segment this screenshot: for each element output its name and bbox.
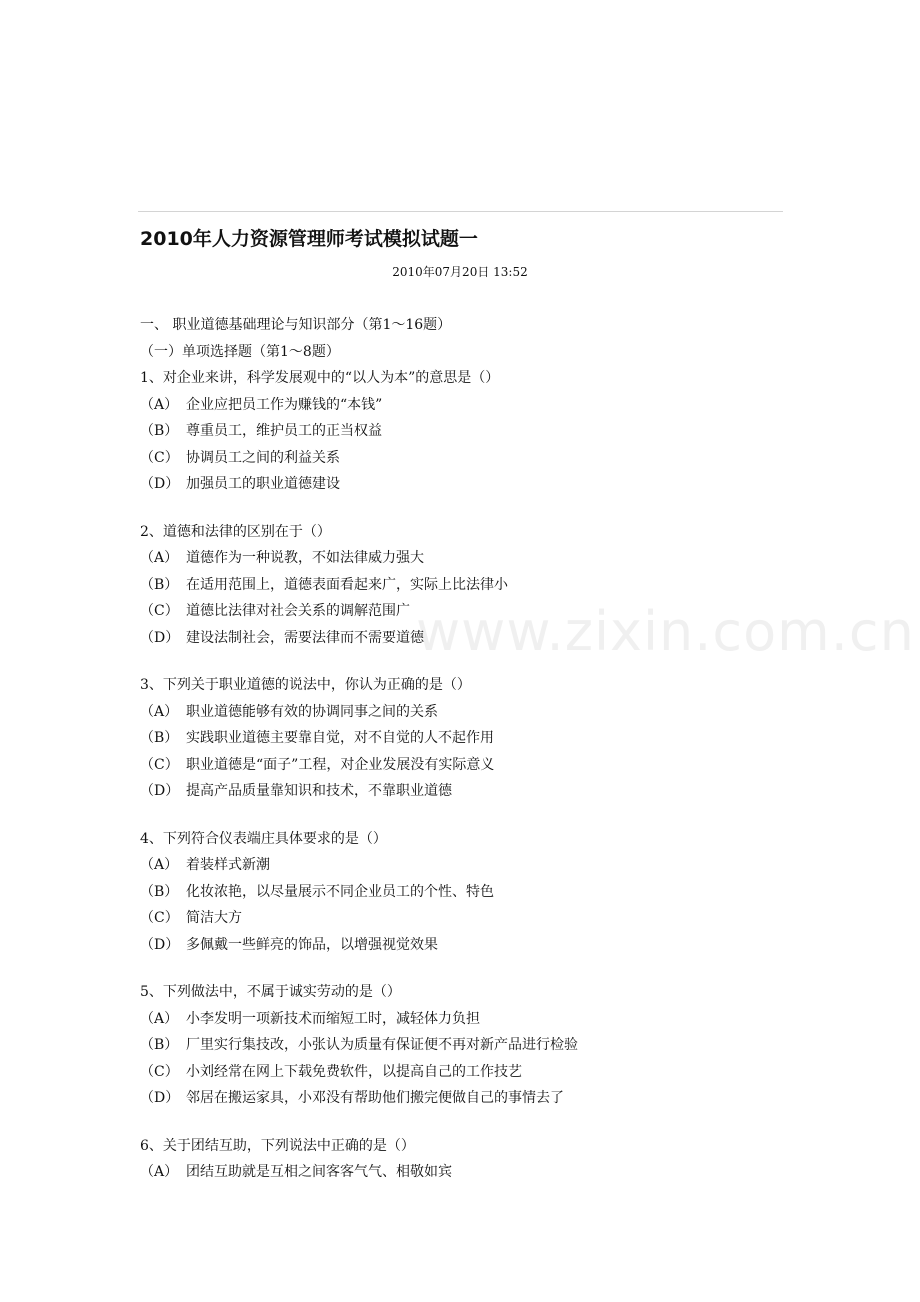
question-spacer xyxy=(140,805,800,826)
option-text: 加强员工的职业道德建设 xyxy=(186,476,340,492)
question-block xyxy=(140,979,800,1112)
option-text: 邻居在搬运家具，小邓没有帮助他们搬完便做自己的事情去了 xyxy=(186,1090,564,1106)
question-block xyxy=(140,1133,800,1186)
answer-option xyxy=(140,545,800,572)
question-stem: 5、下列做法中，不属于诚实劳动的是（） xyxy=(140,984,401,1000)
question-block xyxy=(140,672,800,805)
option-text: 企业应把员工作为赚钱的“本钱” xyxy=(186,396,383,413)
option-text: 着装样式新潮 xyxy=(186,857,270,873)
option-text: 职业道德能够有效的协调同事之间的关系 xyxy=(186,703,438,720)
answer-option xyxy=(140,598,800,625)
answer-option xyxy=(140,905,800,932)
option-text: 小刘经常在网上下载免费软件，以提高自己的工作技艺 xyxy=(186,1063,522,1080)
header-divider xyxy=(138,211,783,212)
option-letter: （C） xyxy=(140,603,179,619)
answer-option xyxy=(140,1159,800,1186)
answer-option xyxy=(140,778,800,805)
question-block xyxy=(140,365,800,498)
option-letter: （D） xyxy=(140,629,180,646)
watermark: www.zixin.com.cn xyxy=(416,600,915,663)
answer-option xyxy=(140,752,800,779)
option-text: 职业道德是“面子”工程，对企业发展没有实际意义 xyxy=(186,756,495,773)
option-letter: （A） xyxy=(140,857,179,873)
question-stem: 4、下列符合仪表端庄具体要求的是（） xyxy=(140,830,387,847)
answer-option xyxy=(140,879,800,906)
option-text: 道德作为一种说教，不如法律威力强大 xyxy=(186,550,424,566)
question-spacer xyxy=(140,651,800,672)
question-spacer xyxy=(140,958,800,979)
answer-option xyxy=(140,725,800,752)
option-letter: （D） xyxy=(140,476,180,492)
question-spacer xyxy=(140,498,800,519)
option-letter: （A） xyxy=(140,1010,179,1027)
option-letter: （D） xyxy=(140,1090,180,1106)
option-text: 厂里实行集技改，小张认为质量有保证便不再对新产品进行检验 xyxy=(186,1037,578,1053)
question-spacer xyxy=(140,1112,800,1133)
option-letter: （B） xyxy=(140,576,179,593)
option-text: 提高产品质量靠知识和技术，不靠职业道德 xyxy=(186,783,452,799)
question-stem: 6、关于团结互助，下列说法中正确的是（） xyxy=(140,1137,415,1154)
option-text: 化妆浓艳，以尽量展示不同企业员工的个性、特色 xyxy=(186,883,494,900)
answer-option xyxy=(140,1085,800,1112)
option-letter: （A） xyxy=(140,703,179,720)
answer-option xyxy=(140,572,800,599)
option-letter: （B） xyxy=(140,1037,179,1053)
option-text: 尊重员工，维护员工的正当权益 xyxy=(186,423,382,439)
option-letter: （A） xyxy=(140,396,179,413)
subsection-heading: （一）单项选择题（第1～8题） xyxy=(140,343,340,360)
answer-option xyxy=(140,445,800,472)
option-letter: （A） xyxy=(140,1164,179,1180)
option-letter: （B） xyxy=(140,883,179,900)
option-letter: （D） xyxy=(140,783,180,799)
publish-date: 2010年07月20日 13:52 xyxy=(392,265,528,279)
question-list xyxy=(140,365,800,1186)
answer-option xyxy=(140,1006,800,1033)
question-block xyxy=(140,826,800,959)
option-letter: （B） xyxy=(140,730,179,746)
document-title: 2010年人力资源管理师考试模拟试题一 xyxy=(140,228,478,250)
option-letter: （C） xyxy=(140,910,179,926)
option-text: 小李发明一项新技术而缩短工时，减轻体力负担 xyxy=(186,1010,480,1027)
option-text: 在适用范围上，道德表面看起来广，实际上比法律小 xyxy=(186,576,508,593)
document-body xyxy=(140,312,800,1186)
answer-option xyxy=(140,392,800,419)
question-stem: 2、道德和法律的区别在于（） xyxy=(140,523,331,540)
option-letter: （A） xyxy=(140,550,179,566)
option-text: 团结互助就是互相之间客客气气、相敬如宾 xyxy=(186,1164,452,1180)
answer-option xyxy=(140,418,800,445)
option-text: 建设法制社会，需要法律而不需要道德 xyxy=(186,629,424,646)
option-text: 实践职业道德主要靠自觉，对不自觉的人不起作用 xyxy=(186,730,494,746)
option-letter: （B） xyxy=(140,423,179,439)
answer-option xyxy=(140,932,800,959)
answer-option xyxy=(140,625,800,652)
option-letter: （D） xyxy=(140,936,180,953)
option-text: 简洁大方 xyxy=(186,910,242,926)
answer-option xyxy=(140,1059,800,1086)
question-block xyxy=(140,519,800,652)
option-text: 多佩戴一些鲜亮的饰品，以增强视觉效果 xyxy=(186,936,438,953)
answer-option xyxy=(140,699,800,726)
option-text: 协调员工之间的利益关系 xyxy=(186,449,340,466)
question-stem: 3、下列关于职业道德的说法中，你认为正确的是（） xyxy=(140,677,471,693)
option-letter: （C） xyxy=(140,756,179,773)
section-heading: 一、 职业道德基础理论与知识部分（第1～16题） xyxy=(140,317,452,333)
option-letter: （C） xyxy=(140,1063,179,1080)
answer-option xyxy=(140,1032,800,1059)
option-letter: （C） xyxy=(140,449,179,466)
option-text: 道德比法律对社会关系的调解范围广 xyxy=(186,603,410,619)
answer-option xyxy=(140,852,800,879)
answer-option xyxy=(140,471,800,498)
question-stem: 1、对企业来讲，科学发展观中的“以人为本”的意思是（） xyxy=(140,370,500,386)
